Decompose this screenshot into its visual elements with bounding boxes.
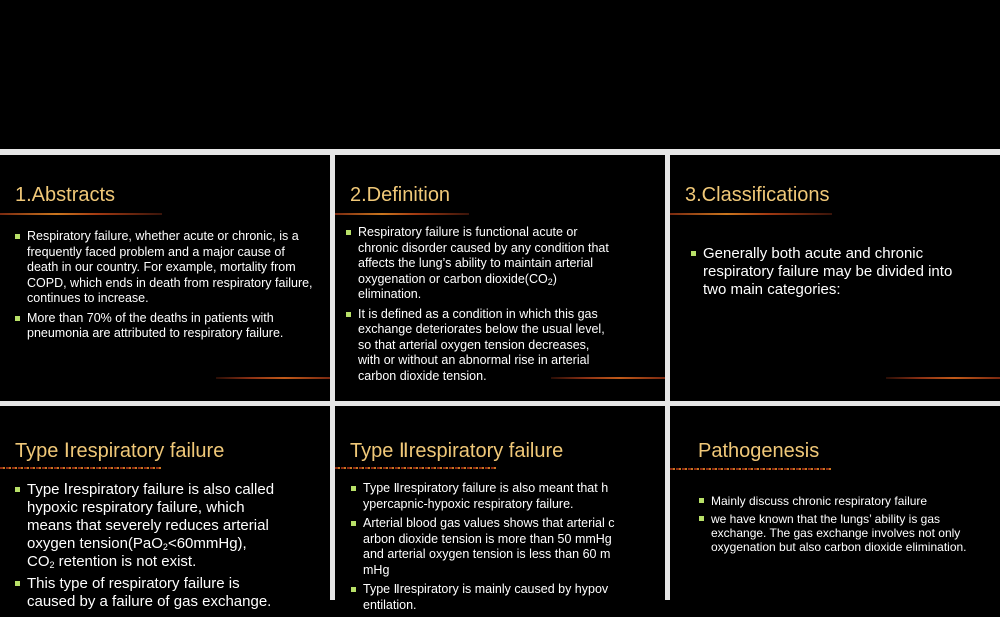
- slide-definition[interactable]: [335, 155, 665, 401]
- slide-title: 2.Definition: [350, 184, 451, 206]
- title-underline: [0, 213, 162, 215]
- bullet-list: [15, 229, 315, 346]
- bullet-list: [699, 494, 969, 558]
- title-underline: [0, 467, 162, 469]
- bullet-list: [346, 225, 611, 388]
- slide-classifications[interactable]: [670, 155, 1000, 401]
- corner-accent-line: [216, 377, 330, 379]
- list-item: More than 70% of the deaths in patients with pneumonia are attributed to respiratory failure.: [15, 311, 315, 342]
- corner-accent-line: [886, 377, 1000, 379]
- slide-abstracts[interactable]: [0, 155, 330, 401]
- list-item: Generally both acute and chronic respiratory failure may be divided into two main categories:: [691, 245, 953, 299]
- slide-type-1-respiratory-failure[interactable]: [0, 406, 330, 610]
- list-item: Respiratory failure is functional acute or chronic disorder caused by any condition that affects the lung’s ability to maintain arterial oxygenation or carbon $dioxide(CO_2)$ elimination.: [346, 225, 611, 303]
- title-underline: [670, 213, 832, 215]
- slide-pathogenesis[interactable]: [670, 406, 1000, 600]
- slide-type-2-respiratory-failure[interactable]: [335, 406, 665, 612]
- list-item: Mainly discuss chronic respiratory failure: [699, 494, 969, 508]
- list-item: Respiratory failure, whether acute or chronic, is a frequently faced problem and a major cause of death in our country. For example, mortality from COPD, which ends in death from respiratory failure, continues to increase.: [15, 229, 315, 307]
- slide-title: Pathogenesis: [698, 440, 820, 462]
- slide-title: 1.Abstracts: [15, 184, 116, 206]
- title-underline: [670, 468, 832, 470]
- list-item: It is defined as a condition in which this gas exchange deteriorates below the usual level, so that arterial oxygen tension decreases, with or without an abnormal rise in arterial carbon dioxide tension.: [346, 307, 611, 385]
- list-item: Type Ⅱrespiratory failure is also meant that h ypercapnic-hypoxic respiratory failure.: [351, 481, 626, 512]
- list-item: Type Ⅱrespiratory is mainly caused by hypov entilation.: [351, 582, 626, 613]
- slide-title: 3.Classifications: [685, 184, 830, 206]
- list-item: Type Ⅰrespiratory failure is also called hypoxic respiratory failure, which means that severely reduces arterial oxygen tension(PaO$_2$<60mmHg), $CO_2$ retention is not exist.: [15, 481, 275, 571]
- list-item: we have known that the lungs’ ability is gas exchange. The gas exchange involves not only oxygenation but also carbon dioxide elimination.: [699, 512, 969, 554]
- bullet-list: [351, 481, 626, 617]
- corner-accent-line: [551, 377, 665, 379]
- top-blank-area: [0, 0, 1000, 149]
- list-item: Arterial blood gas values shows that arterial c arbon dioxide tension is more than 50 mmHg and arterial oxygen tension is less than 60 m mHg: [351, 516, 626, 578]
- slide-title: Type Ⅱrespiratory failure: [350, 440, 564, 462]
- list-item: This type of respiratory failure is caused by a failure of gas exchange.: [15, 575, 275, 611]
- slide-title: Type Ⅰrespiratory failure: [15, 440, 225, 462]
- title-underline: [335, 467, 497, 469]
- bullet-list: [691, 245, 953, 303]
- title-underline: [335, 213, 469, 215]
- bullet-list: [15, 481, 275, 615]
